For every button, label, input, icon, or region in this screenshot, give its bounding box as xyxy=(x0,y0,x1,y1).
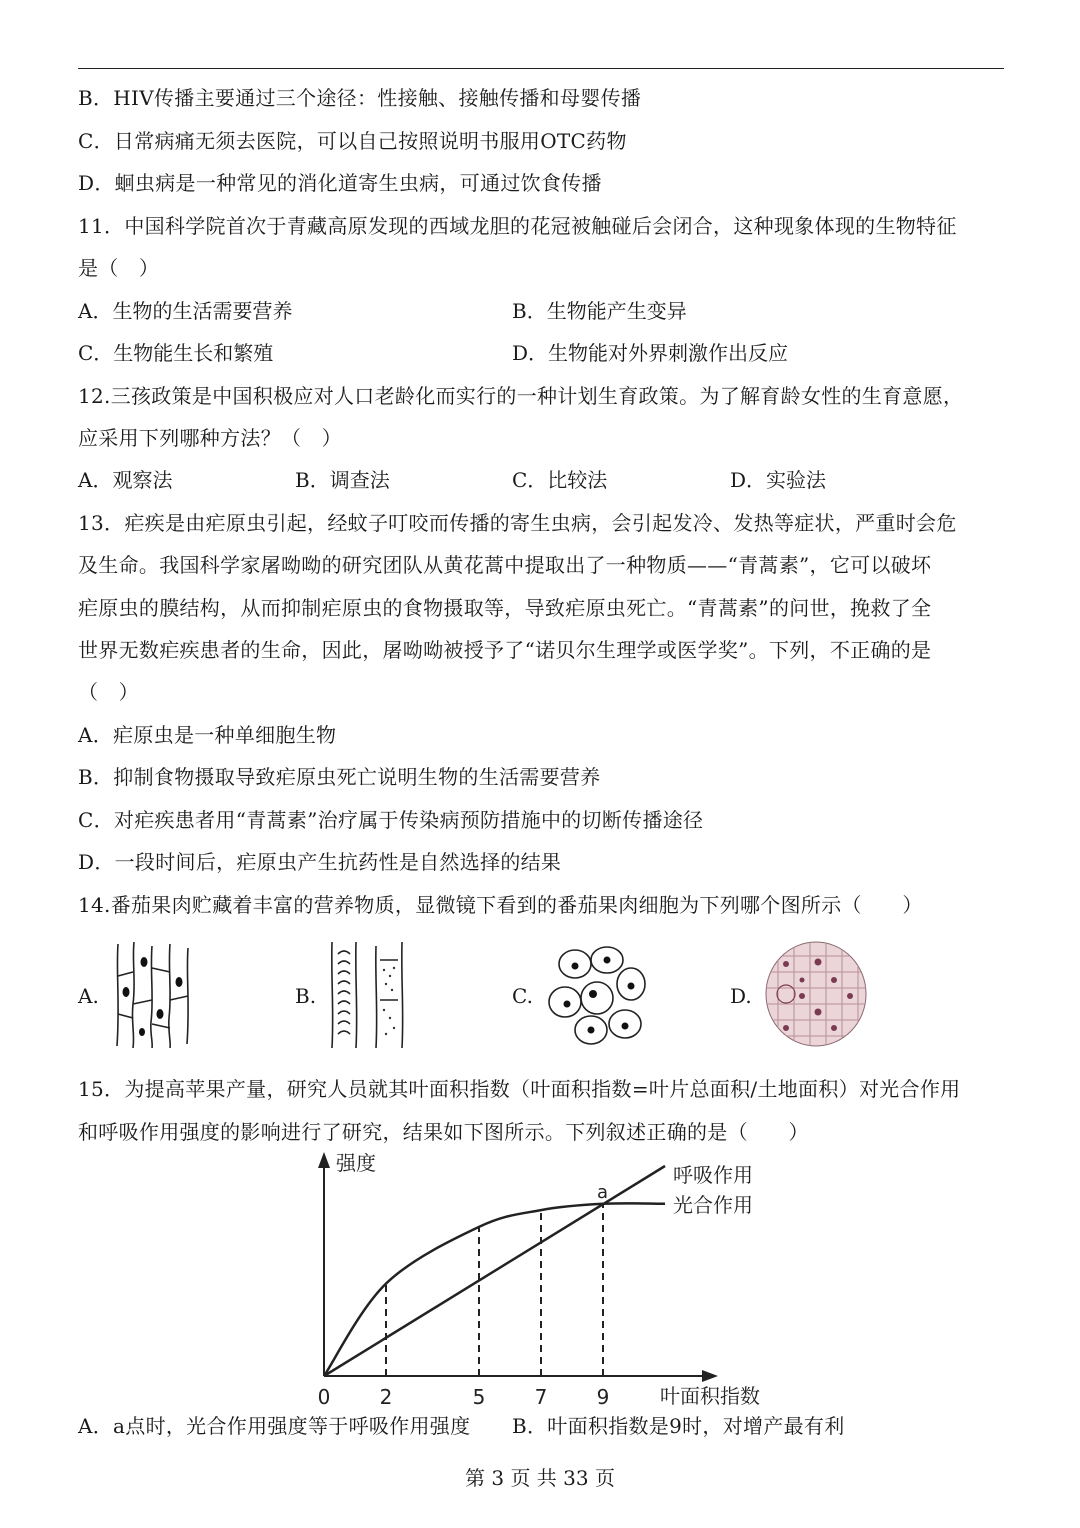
q12-option-d: D．实验法 xyxy=(730,468,827,492)
q15-stem-2: 和呼吸作用强度的影响进行了研究，结果如下图所示。下列叙述正确的是（ ） xyxy=(78,1120,809,1144)
fig-d-micrograph xyxy=(764,940,868,1048)
fig-d-label: D. xyxy=(730,984,752,1008)
x-tick-label: 9 xyxy=(596,1385,610,1409)
fig-a-elongated-cells xyxy=(112,942,198,1048)
series-line-respiration xyxy=(324,1166,665,1376)
fig-c-label: C. xyxy=(512,984,533,1008)
page-footer: 第 3 页 共 33 页 xyxy=(465,1466,615,1490)
x-axis-arrow xyxy=(702,1370,718,1382)
q15-chart-svg xyxy=(300,1148,780,1413)
q13-stem-5: （ ） xyxy=(78,680,139,704)
x-tick-label: 2 xyxy=(379,1385,393,1409)
q13-stem-1: 13．疟疾是由疟原虫引起，经蚊子叮咬而传播的寄生虫病，会引起发冷、发热等症状，严重时会危 xyxy=(78,511,957,535)
fig-b-vessel-cells xyxy=(328,940,412,1050)
x-tick-label: 5 xyxy=(472,1385,486,1409)
q12-option-b: B．调查法 xyxy=(295,468,390,492)
x-tick-label: 0 xyxy=(317,1385,331,1409)
q15-stem-1: 15．为提高苹果产量，研究人员就其叶面积指数（叶面积指数=叶片总面积/土地面积）对光合作用 xyxy=(78,1077,961,1101)
series-line-photosynthesis xyxy=(324,1203,665,1376)
q11-stem: 11．中国科学院首次于青藏高原发现的西域龙胆的花冠被触碰后会闭合，这种现象体现的生物特征 xyxy=(78,214,957,238)
x-axis-label: 叶面积指数 xyxy=(660,1384,760,1408)
q13-option-a: A．疟原虫是一种单细胞生物 xyxy=(78,723,337,747)
fig-a-label: A. xyxy=(78,984,99,1008)
q11-option-c: C．生物能生长和繁殖 xyxy=(78,341,274,365)
q10-option-d: D．蛔虫病是一种常见的消化道寄生虫病，可通过饮食传播 xyxy=(78,171,602,195)
series-label-photosynthesis: 光合作用 xyxy=(673,1192,753,1217)
q10-option-c: C．日常病痛无须去医院，可以自己按照说明书服用OTC药物 xyxy=(78,129,627,153)
q15-chart xyxy=(300,1148,780,1413)
q13-stem-2: 及生命。我国科学家屠呦呦的研究团队从黄花蒿中提取出了一种物质——“青蒿素”，它可以破坏 xyxy=(78,553,932,577)
fig-c-round-cells xyxy=(545,944,647,1048)
q11-option-b: B．生物能产生变异 xyxy=(512,299,687,323)
q15-option-a: A．a点时，光合作用强度等于呼吸作用强度 xyxy=(78,1414,471,1438)
series-label-respiration: 呼吸作用 xyxy=(673,1163,753,1187)
q13-stem-3: 疟原虫的膜结构，从而抑制疟原虫的食物摄取等，导致疟原虫死亡。“青蒿素”的问世，挽救了全 xyxy=(78,596,932,620)
q12-option-a: A．观察法 xyxy=(78,468,173,492)
q13-stem-4: 世界无数疟疾患者的生命，因此，屠呦呦被授予了“诺贝尔生理学或医学奖”。下列，不正确的是 xyxy=(78,638,932,662)
q13-option-d: D．一段时间后，疟原虫产生抗药性是自然选择的结果 xyxy=(78,850,562,874)
q14-figures xyxy=(0,938,1080,1053)
q11-option-a: A．生物的生活需要营养 xyxy=(78,299,293,323)
point-a-label: a xyxy=(597,1181,609,1203)
x-tick-label: 7 xyxy=(534,1385,548,1409)
q10-option-b: B．HIV传播主要通过三个途径：性接触、接触传播和母婴传播 xyxy=(78,86,642,110)
y-axis-arrow xyxy=(318,1152,330,1168)
q12-stem: 12.三孩政策是中国积极应对人口老龄化而实行的一种计划生育政策。为了解育龄女性的生育意愿， xyxy=(78,384,964,408)
q15-option-b: B．叶面积指数是9时，对增产最有利 xyxy=(512,1414,845,1438)
header-rule xyxy=(78,68,1004,69)
q12-option-c: C．比较法 xyxy=(512,468,608,492)
q11-stem-cont: 是（ ） xyxy=(78,256,160,280)
q12-stem-cont: 应采用下列哪种方法？（ ） xyxy=(78,426,342,450)
fig-b-label: B. xyxy=(295,984,317,1008)
q11-option-d: D．生物能对外界刺激作出反应 xyxy=(512,341,789,365)
q13-option-c: C．对疟疾患者用“青蒿素”治疗属于传染病预防措施中的切断传播途径 xyxy=(78,808,704,832)
q14-stem: 14.番茄果肉贮藏着丰富的营养物质，显微镜下看到的番茄果肉细胞为下列哪个图所示（ ） xyxy=(78,893,923,917)
y-axis-label: 强度 xyxy=(336,1151,376,1175)
q13-option-b: B．抑制食物摄取导致疟原虫死亡说明生物的生活需要营养 xyxy=(78,765,601,789)
